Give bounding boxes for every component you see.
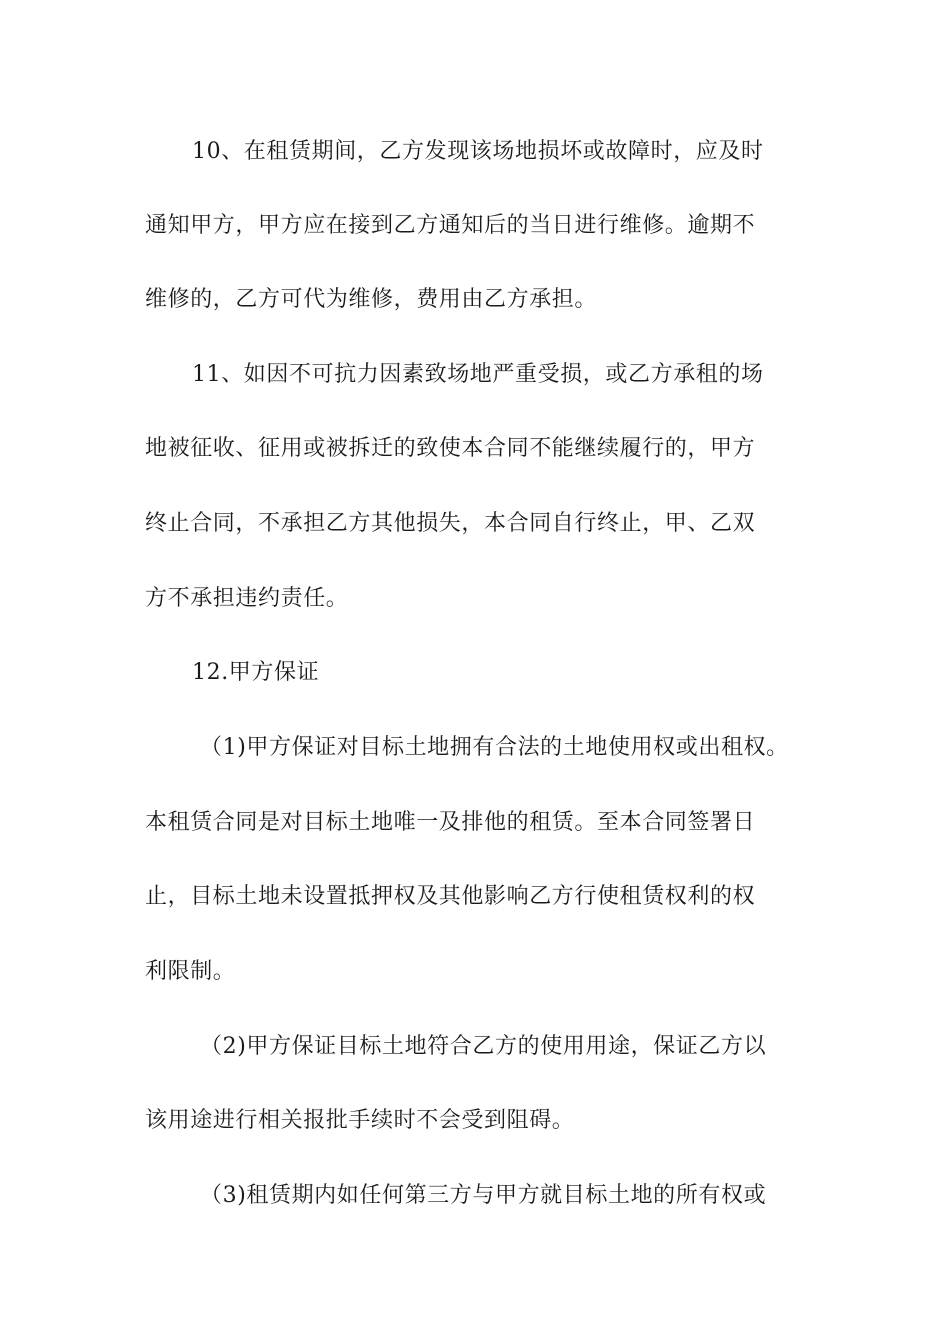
- clause-10-line-1: 10、在租赁期间，乙方发现该场地损坏或故障时，应及时: [192, 139, 764, 164]
- clause-11-line-2: 地被征收、征用或被拆迁的致使本合同不能继续履行的，甲方: [145, 436, 756, 461]
- clause-12-2-line-1: （2)甲方保证目标土地符合乙方的使用用途，保证乙方以: [200, 1034, 767, 1059]
- clause-12-1-line-1: （1)甲方保证对目标土地拥有合法的土地使用权或出租权。: [200, 735, 789, 760]
- clause-10-line-2: 通知甲方，甲方应在接到乙方通知后的当日进行维修。逾期不: [145, 213, 756, 238]
- clause-12-1-line-4: 利限制。: [145, 959, 236, 984]
- clause-11-line-3: 终止合同，不承担乙方其他损失，本合同自行终止，甲、乙双: [145, 511, 756, 536]
- clause-12-3-line-1: （3)租赁期内如任何第三方与甲方就目标土地的所有权或: [200, 1183, 767, 1208]
- clause-12-2-line-2: 该用途进行相关报批手续时不会受到阻碍。: [145, 1108, 575, 1133]
- clause-11-line-1: 11、如因不可抗力因素致场地严重受损，或乙方承租的场: [192, 362, 764, 387]
- clause-10-line-3: 维修的，乙方可代为维修，费用由乙方承担。: [145, 287, 598, 312]
- clause-12-1-line-3: 止，目标土地未设置抵押权及其他影响乙方行使租赁权利的权: [145, 884, 756, 909]
- clause-12-heading: 12.甲方保证: [192, 660, 320, 685]
- clause-11-line-4: 方不承担违约责任。: [145, 586, 349, 611]
- clause-12-1-line-2: 本租赁合同是对目标土地唯一及排他的租赁。至本合同签署日: [145, 810, 756, 835]
